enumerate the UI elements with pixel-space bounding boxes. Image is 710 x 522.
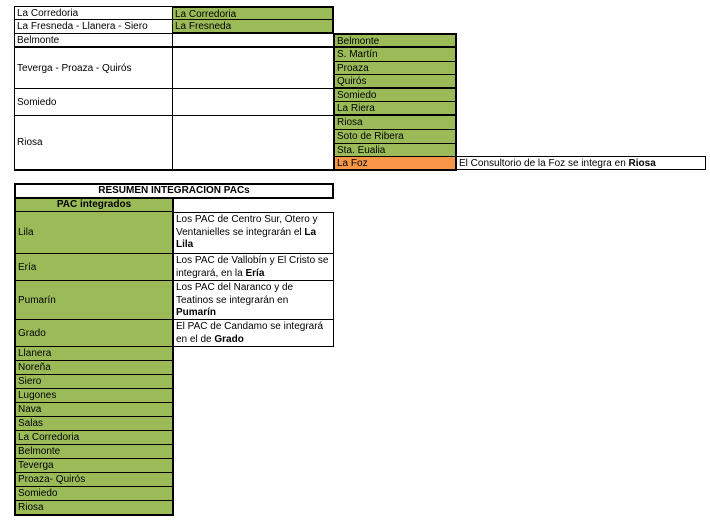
pac-desc-pumarin	[174, 281, 334, 320]
cell-mid-empty	[172, 48, 334, 89]
cell-left-belmonte: Belmonte	[14, 34, 172, 48]
pac-list-item: Salas	[14, 417, 174, 431]
pac-name-lila: Lila	[14, 212, 174, 254]
desc-bold: La Lila	[176, 226, 317, 250]
note-lafoz	[457, 156, 706, 170]
cell-left-teverga: Teverga - Proaza - Quirós	[14, 48, 172, 89]
cell-mid-empty	[172, 34, 334, 48]
cell-right-belmonte: Belmonte	[333, 33, 457, 48]
desc-text: Los PAC de Centro Sur, Otero y Ventanielles se integrarán el	[176, 214, 318, 238]
cell-left-somiedo: Somiedo	[14, 89, 172, 116]
pac-list-item: Noreña	[14, 361, 174, 375]
cell-mid-empty	[172, 116, 334, 171]
cell-mid-corredoria: La Corredoria	[172, 6, 334, 20]
pac-name-grado: Grado	[14, 320, 174, 347]
cell-mid-fresneda: La Fresneda	[172, 20, 334, 34]
desc-bold: Pumarín	[176, 307, 217, 318]
pac-desc-grado	[174, 320, 334, 347]
note-text: El Consultorio de la Foz se integra en	[459, 158, 629, 169]
cell-left-corredoria: La Corredoria	[14, 6, 172, 20]
cell-right-soto: Soto de Ribera	[333, 130, 457, 144]
pac-list-item: Llanera	[14, 347, 174, 361]
pac-list-item: Belmonte	[14, 445, 174, 459]
cell-right-quiros: Quirós	[333, 75, 457, 89]
pac-list-item: Riosa	[14, 501, 174, 516]
summary-header: PAC integrados	[14, 199, 174, 212]
cell-right-eualia: Sta. Eualia	[333, 144, 457, 157]
note-bold: Riosa	[628, 158, 656, 169]
cell-right-riosa: Riosa	[333, 116, 457, 130]
cell-left-riosa: Riosa	[14, 116, 172, 171]
desc-bold: Grado	[214, 333, 244, 345]
desc-bold: Ería	[245, 267, 265, 279]
pac-list-item: Siero	[14, 375, 174, 389]
pac-desc-eria	[174, 254, 334, 281]
desc-text: El PAC de Candamo se integrará en el de	[176, 321, 324, 345]
cell-mid-empty	[172, 89, 334, 116]
cell-right-lafoz: La Foz	[333, 157, 457, 171]
pac-list-item: La Corredoria	[14, 431, 174, 445]
summary-title: RESUMEN INTEGRACION PACs	[14, 183, 334, 199]
pac-name-pumarin: Pumarín	[14, 281, 174, 320]
cell-right-proaza: Proaza	[333, 62, 457, 75]
pac-list-item: Lugones	[14, 389, 174, 403]
pac-list-item: Somiedo	[14, 487, 174, 501]
cell-right-somiedo: Somiedo	[333, 89, 457, 102]
pac-list-item: Proaza- Quirós	[14, 473, 174, 487]
desc-text: Los PAC de Vallobín y El Cristo se integrará, en la	[176, 255, 329, 279]
cell-right-lariera: La Riera	[333, 102, 457, 116]
pac-list-item: Nava	[14, 403, 174, 417]
pac-list-item: Teverga	[14, 459, 174, 473]
cell-left-fresneda: La Fresneda - Llanera - Siero	[14, 20, 172, 34]
cell-right-smartin: S. Martín	[333, 48, 457, 62]
pac-name-eria: Ería	[14, 254, 174, 281]
desc-text: Los PAC del Naranco y de Teatinos se integrarán en	[176, 282, 294, 306]
pac-desc-lila	[174, 212, 334, 254]
